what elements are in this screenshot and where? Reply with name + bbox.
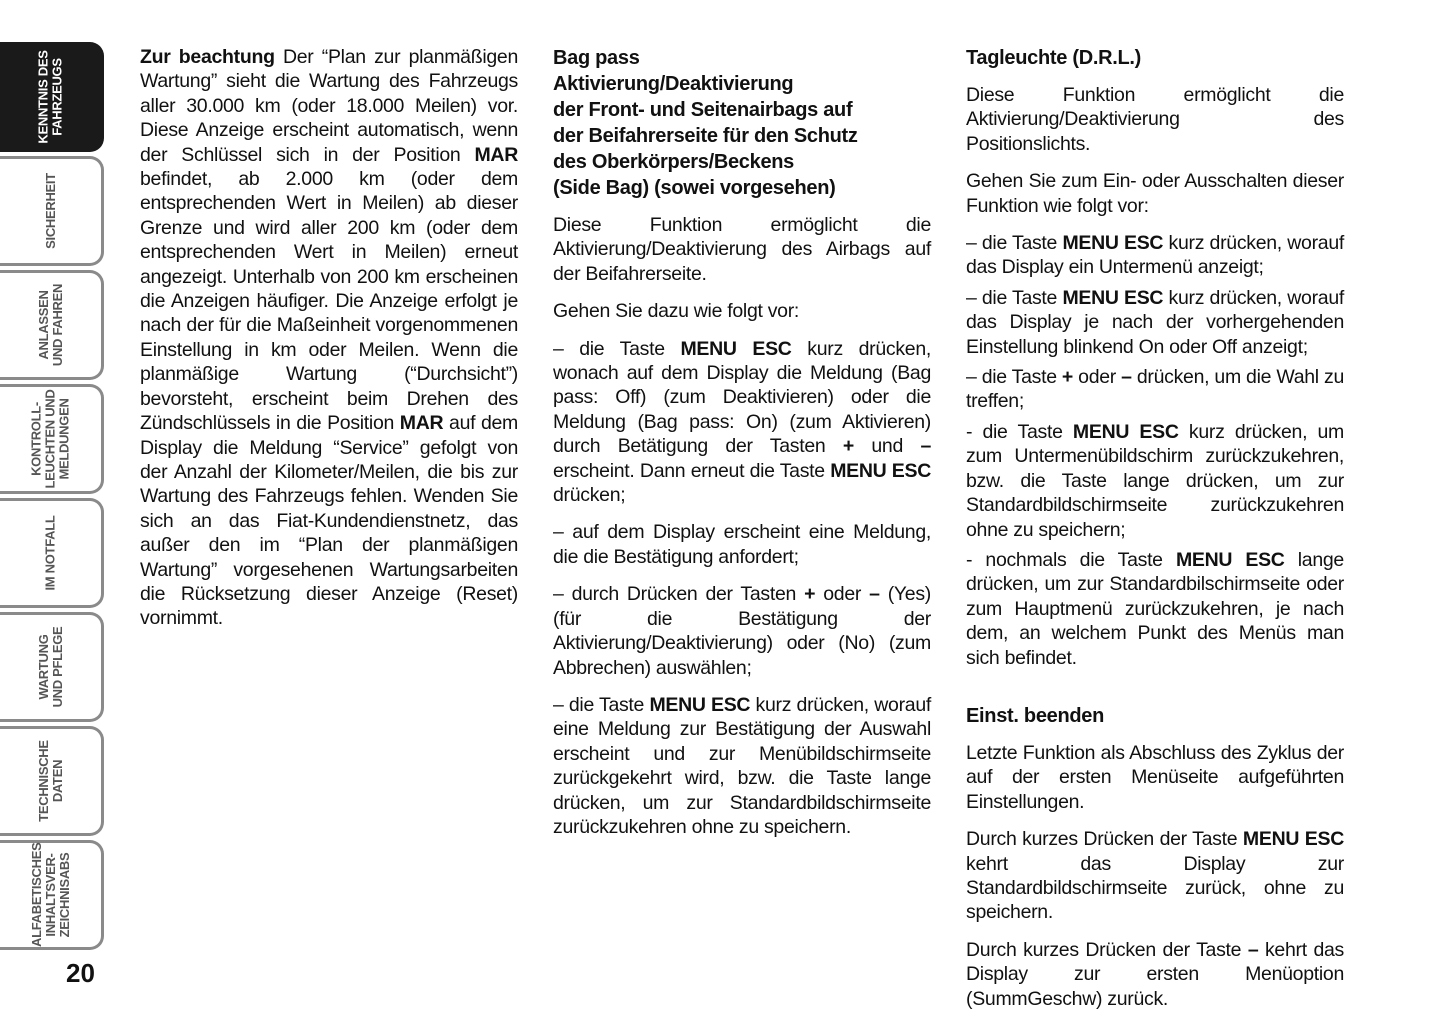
page-number: 20 [66,958,95,988]
step-text: kehrt das Display zur Standardbildschirmseite zurück, ohne zu speichern. [966,852,1344,924]
step-text: - die Taste [966,420,1073,443]
step-paragraph [966,286,1344,359]
step-text: und [853,435,921,458]
menu-key: MENU [680,337,737,360]
esc-key: ESC [891,459,931,482]
step-text: lange drücken, um zur Standardbilschirmseite oder zum Hauptmenü zurückzukehren, je nach dem, an welchem Punkt des Menüs man sich befindet. [966,548,1344,669]
paragraph: Letzte Funktion als Abschluss des Zyklus der auf der ersten Menüseite aufgeführten Einstellungen. [966,741,1344,813]
step-text: drücken; [553,484,626,507]
heading-line: Bag pass [553,47,640,69]
paragraph [966,827,1344,925]
step-text: oder [815,583,870,606]
minus-key: – [1121,366,1132,389]
tab-label: WARTUNG UND PFLEGE [35,626,65,708]
paragraph: Diese Funktion ermöglicht die Aktivierung/Deaktivierung des Airbags auf der Beifahrerseite. [553,214,931,285]
step-text: - nochmals die Taste [966,548,1176,571]
tab-label: ANLASSEN UND FAHREN [35,283,65,367]
step-text: – die Taste [966,232,1063,255]
key-label: MAR [474,143,518,166]
tab-label: TECHNISCHE DATEN [35,740,65,822]
esc-key: ESC [1124,286,1164,309]
step-text: drücken, um die Wahl zu treffen; [966,366,1344,413]
heading-line: der Front- und Seitenairbags auf [553,99,853,121]
step-paragraph [553,337,931,508]
column-2 [553,45,931,852]
esc-key: ESC [1139,420,1179,443]
minus-key: – [920,435,932,458]
step-text: kurz drücken, worauf eine Meldung zur Bestätigung der Auswahl erscheint und zur Menübildschirmseite zurückgekehrt wird, bzw. die Taste lange drücken, um zur Standardbildschirmseite zurückzukehren ohne zu speichern. [553,693,931,838]
plus-key: + [842,435,854,458]
step-text: kurz drücken, worauf das Display je nach der vorhergehenden Einstellung blinkend On oder Off anzeigt; [966,286,1344,358]
tab-anlassen-und-fahren[interactable] [0,270,104,380]
tab-alfabetisches-inhaltsverzeichnis[interactable] [0,840,104,950]
step-text: kurz drücken, um zum Untermenübildschirm zurückzukehren, bzw. die Taste lange drücken, um zur Standardbildschirmseite zurückzukehren ohne zu speichern; [966,420,1344,541]
step-text: (Yes) (für die Bestätigung der Aktivierung/Deaktivierung) oder (No) (zum Abbrechen) auswählen; [553,583,931,679]
tab-label: IM NOTFALL [42,515,58,591]
step-paragraph: – auf dem Display erscheint eine Meldung, die die Bestätigung anfordert; [553,521,931,568]
tab-label: SICHERHEIT [42,173,58,249]
menu-key: MENU [1062,286,1119,309]
menu-key: MENU [1175,548,1233,571]
step-text: – die Taste [966,366,1062,389]
paragraph: Gehen Sie zum Ein- oder Ausschalten dieser Funktion wie folgt vor: [966,170,1344,217]
heading-line: Aktivierung/Deaktivierung [553,73,794,95]
tab-label: KONTROLL-LEUCHTEN UND MELDUNGEN [28,389,72,489]
heading-line: (Side Bag) (sowei vorgesehen) [553,177,836,199]
column-1 [140,45,518,644]
menu-key: MENU [830,459,887,482]
tab-label: KENNTNIS DES FAHRZEUGS [35,50,65,144]
paragraph [966,938,1344,1011]
esc-key: ESC [1124,232,1164,255]
step-paragraph [966,548,1344,670]
menu-key: MENU [1072,420,1130,443]
section-heading-bag-pass [553,45,931,201]
key-label: MAR [399,412,444,435]
step-text: Durch kurzes Drücken der Taste [966,938,1248,961]
minus-key: – [869,583,880,606]
plus-key: + [804,583,816,606]
step-paragraph [966,231,1344,280]
step-text: kurz drücken, wonach auf dem Display die Meldung (Bag pass: Off) (zum Deaktivieren) oder die Meldung (Bag pass: On) (zum Aktivieren) durch Betätigung der Tasten [553,337,931,458]
plus-key: + [1061,366,1073,389]
tab-wartung-und-pflege[interactable] [0,612,104,722]
step-text: erscheint. Dann erneut die Taste [553,459,831,482]
tab-technische-daten[interactable] [0,726,104,836]
section-heading-tagleuchte: Tagleuchte (D.R.L.) [966,47,1142,69]
esc-key: ESC [752,337,792,360]
column-3 [966,45,1344,1024]
menu-key: MENU [649,693,706,716]
paragraph: Gehen Sie dazu wie folgt vor: [553,300,800,323]
step-text: oder [1073,366,1122,389]
step-text: – die Taste [553,337,681,360]
tab-label: ALFABETISCHES INHALTSVER-ZEICHNISABS [28,842,72,947]
step-paragraph [966,365,1344,414]
paragraph: Diese Funktion ermöglicht die Aktivierung/Deaktivierung des Positionslichts. [966,84,1344,155]
step-paragraph [966,420,1344,542]
esc-key: ESC [1245,548,1285,571]
step-text: – die Taste [553,693,650,716]
service-note-paragraph [140,45,518,631]
heading-line: der Beifahrerseite für den Schutz [553,125,858,147]
note-text: befindet, ab 2.000 km (oder dem entsprechenden Wert in Meilen) ab dieser Grenze und wird aller 200 km (oder dem entsprechenden Wert in Meilen) erneut angezeigt. Unterhalb von 200 km erscheinen die Anzeigen häufiger. Die Anzeige erfolgt je nach der für die Maßeinheit vorgenommenen Einstellung in km oder Meilen. Wenn die planmäßige Wartung (“Durchsicht”) bevorsteht, erscheint beim Drehen des Zündschlüssels in die Position [140,168,518,435]
note-text: Der “Plan zur planmäßigen Wartung” sieht die Wartung des Fahrzeugs aller 30.000 km (oder 18.000 Meilen) vor. Diese Anzeige erscheint automatisch, wenn der Schlüssel sich in der Position [140,46,518,166]
tab-kenntnis-des-fahrzeugs[interactable] [0,42,104,152]
tab-sicherheit[interactable] [0,156,104,266]
section-heading-einst-beenden: Einst. beenden [966,704,1105,727]
esc-key: ESC [1304,828,1344,851]
step-text: – die Taste [966,286,1063,309]
spacer [966,683,1344,703]
step-text: kehrt das Display zur ersten Menüoption (SummGeschw) zurück. [966,938,1344,1010]
step-text: kurz drücken, worauf das Display ein Untermenü anzeigt; [966,232,1344,279]
step-paragraph [553,582,931,680]
minus-key: – [1247,938,1259,961]
menu-key: MENU [1242,828,1300,851]
step-paragraph [553,693,931,839]
step-text: – durch Drücken der Tasten [553,583,805,606]
tab-kontroll-leuchten[interactable] [0,384,104,494]
note-text: auf dem Display die Meldung “Service” gefolgt von der Anzahl der Kilometer/Meilen, die bis zur Wartung des Fahrzeugs fehlen. Wenden Sie sich an das Fiat-Kundendienstnetz, das außer den im “Plan der planmäßigen Wartung” vorgesehenen Wartungsarbeiten die Rücksetzung dieser Anzeige (Reset) vornimmt. [140,412,518,630]
note-lead: Zur beachtung [140,46,275,68]
tab-im-notfall[interactable] [0,498,104,608]
esc-key: ESC [711,693,751,716]
heading-line: des Oberkörpers/Beckens [553,151,795,173]
menu-key: MENU [1062,232,1119,255]
step-text: Durch kurzes Drücken der Taste [966,828,1243,851]
